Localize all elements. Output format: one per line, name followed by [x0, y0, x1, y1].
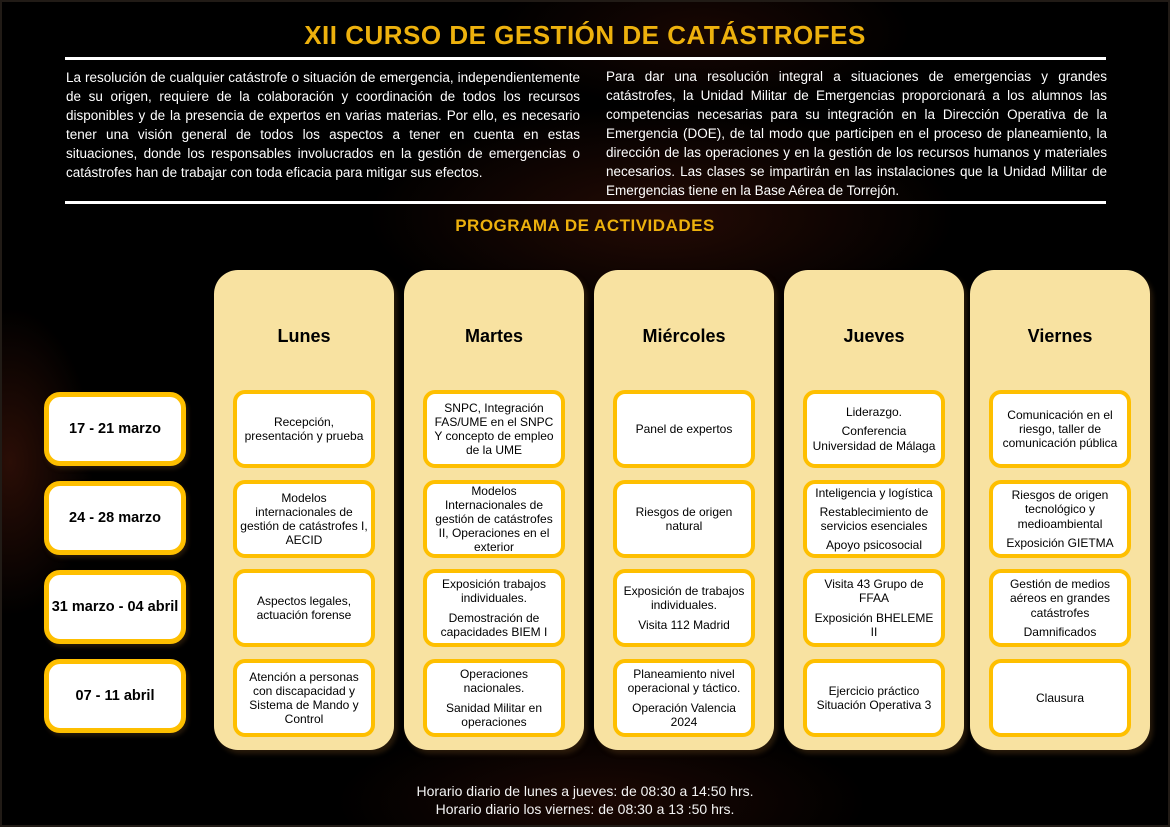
activity-text: Aspectos legales, actuación forense [256, 593, 352, 622]
activity-text: Planeamiento nivel operacional y táctico. [627, 667, 741, 696]
activity-cell-martes-week4 [423, 659, 565, 737]
day-header-martes: Martes [464, 326, 524, 346]
activity-cell-lunes-week1 [233, 390, 375, 468]
activity-text: Exposición BHELEME II [814, 610, 934, 639]
activity-text: Demostración de capacidades BIEM I [440, 610, 548, 639]
activity-cell-miercoles-week4 [613, 659, 755, 737]
activity-text: Visita 112 Madrid [638, 617, 730, 632]
activity-text: Operación Valencia 2024 [632, 700, 736, 729]
activity-text: Visita 43 Grupo de FFAA [824, 577, 924, 606]
activity-text: Riesgos de origen natural [635, 504, 733, 533]
date-range-label: 24 - 28 marzo [69, 510, 161, 526]
activity-cell-jueves-week3 [803, 569, 945, 647]
schedule-hours-weekdays: Horario diario de lunes a jueves: de 08:30 a 14:50 hrs. [416, 783, 754, 799]
activity-cell-viernes-week3 [989, 569, 1131, 647]
day-header-viernes: Viernes [1027, 326, 1093, 346]
day-column-lunes [214, 270, 394, 750]
intro-paragraph-right: Para dar una resolución integral a situaciones de emergencias y grandes catástrofes, la Unidad Militar de Emergencias proporcionará a los alumnos las competencias necesarias para su integración en la Dirección Operativa de la Emergencia (DOE), de tal modo que participen en el proceso de planeamiento, la dirección de las operaciones y en la gestión de los recursos humanos y materiales necesarios. Las clases se impartirán en las instalaciones que la Unidad Militar de Emergencias tiene en la Base Aérea de Torrejón. [606, 69, 1107, 198]
activity-text: SNPC, Integración FAS/UME en el SNPC Y concepto de empleo de la UME [434, 400, 554, 458]
activity-cell-jueves-week1 [803, 390, 945, 468]
activity-text: Inteligencia y logística [815, 485, 933, 500]
activity-text: Operaciones nacionales. [459, 667, 529, 696]
activity-text: Clausura [1035, 690, 1085, 705]
title-divider [65, 57, 1106, 60]
intro-paragraph-left: La resolución de cualquier catástrofe o situación de emergencia, independientemente de su origen, requiere de la colaboración y coordinación de todos los recursos disponibles y de la presencia de expertos en varias materias. Por ello, es necesario tener una visión general de todos los aspectos a tener en cuenta en estas situaciones, donde los responsables involucrados en la gestión de emergencias o catástrofes han de trabajar con toda eficacia para mitigar sus efectos. [66, 70, 580, 180]
activity-cell-jueves-week4 [803, 659, 945, 737]
activity-text: Comunicación en el riesgo, taller de comunicación pública [1002, 407, 1118, 451]
section-heading: PROGRAMA DE ACTIVIDADES [455, 216, 715, 235]
activity-text: Exposición GIETMA [1006, 535, 1114, 550]
date-range-week1 [44, 392, 186, 466]
activity-text: Sanidad Militar en operaciones [445, 700, 543, 729]
activity-text: Riesgos de origen tecnológico y medioambiental [1011, 488, 1109, 531]
section-divider [65, 201, 1106, 204]
page-title: XII CURSO DE GESTIÓN DE CATÁSTROFES [304, 20, 866, 50]
date-range-label: 07 - 11 abril [75, 688, 155, 704]
activity-cell-jueves-week2 [803, 480, 945, 558]
activity-text: Apoyo psicosocial [825, 538, 923, 553]
date-range-week2 [44, 481, 186, 555]
activity-text: Ejercicio práctico Situación Operativa 3 [816, 683, 932, 712]
activity-text: Damnificados [1023, 624, 1097, 639]
activity-cell-martes-week3 [423, 569, 565, 647]
activity-cell-viernes-week4 [989, 659, 1131, 737]
activity-cell-lunes-week3 [233, 569, 375, 647]
activity-cell-miercoles-week2 [613, 480, 755, 558]
activity-text: Panel de expertos [635, 421, 733, 436]
activity-text: Modelos internacionales de gestión de catástrofes I, AECID [240, 490, 368, 548]
day-header-jueves: Jueves [843, 326, 905, 346]
day-column-martes [404, 270, 584, 750]
activity-cell-viernes-week2 [989, 480, 1131, 558]
activity-cell-viernes-week1 [989, 390, 1131, 468]
schedule-hours-friday: Horario diario los viernes: de 08:30 a 13 :50 hrs. [435, 801, 735, 817]
date-range-label: 17 - 21 marzo [69, 421, 161, 437]
activity-text: Restablecimiento de servicios esenciales [819, 504, 929, 533]
activity-text: Conferencia Universidad de Málaga [812, 424, 936, 453]
date-range-label: 31 marzo - 04 abril [51, 599, 179, 615]
activity-text: Liderazgo. [845, 405, 903, 420]
day-header-miercoles: Miércoles [642, 326, 726, 346]
day-column-miercoles [594, 270, 774, 750]
activity-text: Gestión de medios aéreos en grandes catástrofes [1009, 577, 1111, 620]
day-column-viernes [970, 270, 1150, 750]
day-header-lunes: Lunes [277, 326, 331, 346]
activity-cell-miercoles-week1 [613, 390, 755, 468]
date-range-week4 [44, 659, 186, 733]
activity-text: Exposición de trabajos individuales. [623, 584, 745, 613]
activity-cell-miercoles-week3 [613, 569, 755, 647]
activity-cell-martes-week1 [423, 390, 565, 468]
activity-text: Modelos Internacionales de gestión de catástrofes II, Operaciones en el exterior [435, 483, 553, 555]
schedule-footer [2, 782, 1168, 818]
date-range-week3 [44, 570, 186, 644]
activity-text: Exposición trabajos individuales. [441, 577, 547, 606]
activity-text: Recepción, presentación y prueba [244, 414, 364, 443]
activity-text: Atención a personas con discapacidad y Sistema de Mando y Control [249, 669, 359, 727]
activity-cell-lunes-week4 [233, 659, 375, 737]
activity-cell-lunes-week2 [233, 480, 375, 558]
activity-cell-martes-week2 [423, 480, 565, 558]
day-column-jueves [784, 270, 964, 750]
